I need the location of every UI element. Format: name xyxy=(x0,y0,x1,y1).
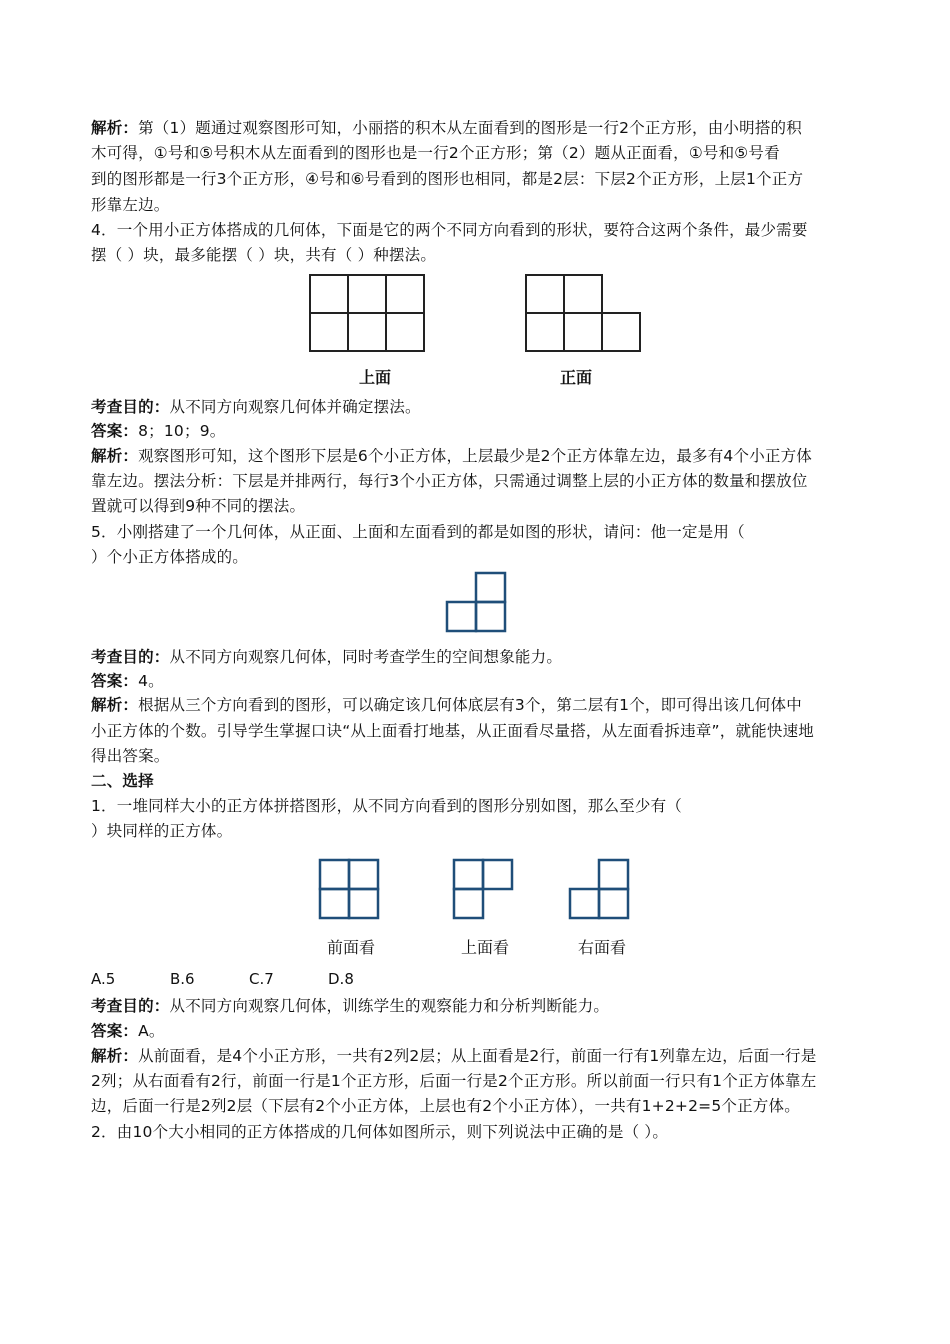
q5-purpose: 考查目的：从不同方向观察几何体，同时考查学生的空间想象能力。 xyxy=(91,648,563,666)
c1-analysis-line: 2列；从右面看有2行，前面一行是1个正方形，后面一行是2个正方形。所以前面一行只有1个正方体靠左 xyxy=(91,1072,817,1090)
q4-front-view-figure xyxy=(525,274,643,352)
q5-answer: 答案：4。 xyxy=(91,672,164,690)
option-d: D.8 xyxy=(328,970,354,988)
c1-caption-front: 前面看 xyxy=(326,938,375,957)
q4-top-view-figure xyxy=(309,274,427,352)
q5-text: ）个小正方体搭成的。 xyxy=(91,548,249,566)
c1-text: ）块同样的正方体。 xyxy=(91,822,233,840)
analysis-prev: 解析：第（1）题通过观察图形可知，小丽搭的积木从左面看到的图形是一行2个正方形，由小明搭的积 xyxy=(91,119,802,137)
q5-view-figure xyxy=(446,572,508,634)
q4-analysis: 解析：观察图形可知，这个图形下层是6个小正方体，上层最少是2个正方体靠左边，最多有4个小正方体 xyxy=(91,447,812,465)
option-c: C.7 xyxy=(249,970,274,988)
q4-text: 摆（ ）块，最多能摆（ ）块，共有（ ）种摆法。 xyxy=(91,246,437,264)
c1-analysis-line: 边，后面一行是2列2层（下层有2个小正方体，上层也有2个小正方体），一共有1+2+2=5个正方体。 xyxy=(91,1097,800,1115)
q4-text: 4．一个用小正方体搭成的几何体，下面是它的两个不同方向看到的形状，要符合这两个条件，最少需要 xyxy=(91,221,808,239)
c1-text: 1．一堆同样大小的正方体拼搭图形，从不同方向看到的图形分别如图，那么至少有（ xyxy=(91,797,682,815)
q4-analysis-line: 置就可以得到9种不同的摆法。 xyxy=(91,497,306,515)
q4-caption-front: 正面 xyxy=(559,368,592,387)
c1-caption-right: 右面看 xyxy=(577,938,626,957)
q5-analysis: 解析：根据从三个方向看到的图形，可以确定该几何体底层有3个，第二层有1个，即可得出该几何体中 xyxy=(91,696,802,714)
c1-caption-top: 上面看 xyxy=(460,938,509,957)
c1-top-view-figure xyxy=(453,859,515,921)
c1-right-view-figure xyxy=(569,859,631,921)
q5-text: 5．小刚搭建了一个几何体，从正面、上面和左面看到的都是如图的形状，请问：他一定是用（ xyxy=(91,523,745,541)
analysis-prev-line: 木可得，①号和⑤号积木从左面看到的图形也是一行2个正方形；第（2）题从正面看，①号和⑤号看 xyxy=(91,144,780,162)
q5-analysis-line: 小正方体的个数。引导学生掌握口诀“从上面看打地基，从正面看尽量搭，从左面看拆违章”，就能快速地 xyxy=(91,722,814,740)
c1-front-view-figure xyxy=(319,859,381,921)
analysis-prev-line: 形靠左边。 xyxy=(91,196,170,214)
q4-caption-top: 上面 xyxy=(358,368,391,387)
option-b: B.6 xyxy=(170,970,195,988)
q4-answer: 答案：8；10；9。 xyxy=(91,422,226,440)
option-a: A.5 xyxy=(91,970,116,988)
c1-purpose: 考查目的：从不同方向观察几何体，训练学生的观察能力和分析判断能力。 xyxy=(91,997,610,1015)
analysis-prev-line: 到的图形都是一行3个正方形，④号和⑥号看到的图形也相同，都是2层：下层2个正方形，上层1个正方 xyxy=(91,170,804,188)
section-title: 二、选择 xyxy=(91,772,154,790)
q5-analysis-line: 得出答案。 xyxy=(91,747,170,765)
c1-answer: 答案：A。 xyxy=(91,1022,165,1040)
c2-text: 2．由10个大小相同的正方体搭成的几何体如图所示，则下列说法中正确的是（ ）。 xyxy=(91,1123,669,1141)
q4-analysis-line: 靠左边。摆法分析：下层是并排两行，每行3个小正方体，只需通过调整上层的小正方体的数量和摆放位 xyxy=(91,472,808,490)
q4-purpose: 考查目的：从不同方向观察几何体并确定摆法。 xyxy=(91,398,421,416)
c1-options xyxy=(91,970,407,988)
c1-analysis: 解析：从前面看，是4个小正方形，一共有2列2层；从上面看是2行，前面一行有1列靠左边，后面一行是 xyxy=(91,1047,817,1065)
